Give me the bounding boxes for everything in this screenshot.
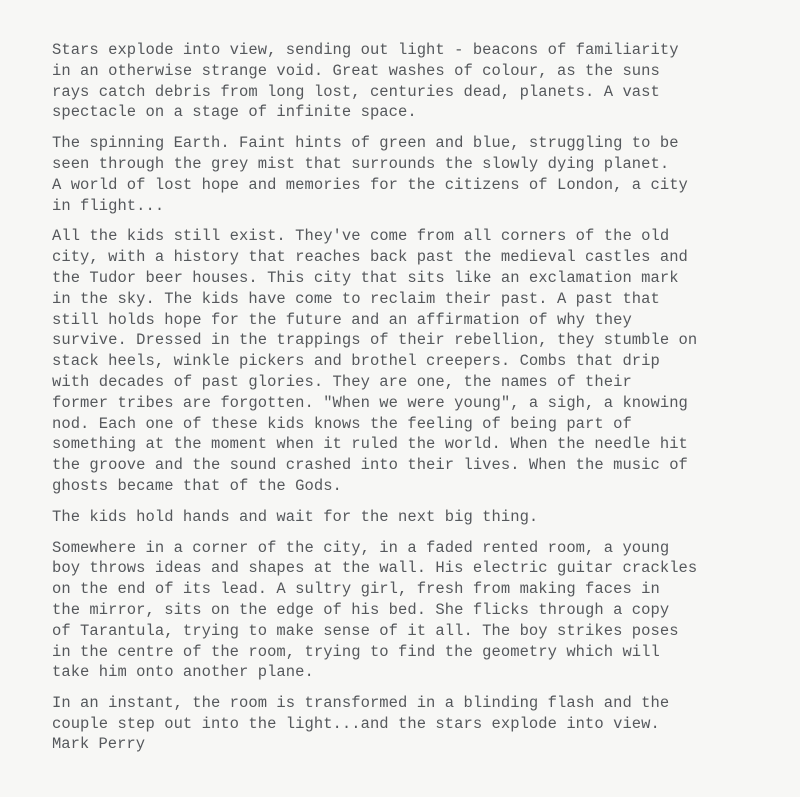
text-line: former tribes are forgotten. "When we were young", a sigh, a knowing [52,393,688,412]
text-line: All the kids still exist. They've come from all corners of the old [52,227,670,246]
text-line: The kids hold hands and wait for the next big thing. [52,507,539,526]
text-line: The spinning Earth. Faint hints of green and blue, struggling to be [52,134,679,153]
paragraph [52,538,787,684]
text-line: stack heels, winkle pickers and brothel creepers. Combs that drip [52,352,660,371]
text-line: the Tudor beer houses. This city that sits like an exclamation mark [52,268,679,287]
text-line: with decades of past glories. They are one, the names of their [52,372,632,391]
text-line: the mirror, sits on the edge of his bed. She flicks through a copy [52,600,670,619]
text-line: on the end of its lead. A sultry girl, fresh from making faces in [52,580,660,599]
text-line: Somewhere in a corner of the city, in a faded rented room, a young [52,538,670,557]
text-line: still holds hope for the future and an affirmation of why they [52,310,632,329]
text-line: the groove and the sound crashed into their lives. When the music of [52,456,688,475]
text-line: In an instant, the room is transformed in a blinding flash and the [52,694,670,713]
text-line: spectacle on a stage of infinite space. [52,103,417,122]
paragraph [52,507,787,528]
text-line: Stars explode into view, sending out light - beacons of familiarity [52,41,679,59]
text-line: A world of lost hope and memories for the citizens of London, a city [52,175,688,194]
paragraph [52,133,787,216]
text-line: in flight... [52,196,165,215]
text-line: take him onto another plane. [52,663,314,682]
text-line: survive. Dressed in the trappings of their rebellion, they stumble on [52,331,698,350]
text-line: of Tarantula, trying to make sense of it all. The boy strikes poses [52,621,679,640]
text-line: nod. Each one of these kids knows the feeling of being part of [52,414,632,433]
text-line: something at the moment when it ruled the world. When the needle hit [52,435,688,454]
text-line: couple step out into the light...and the stars explode into view. [52,714,660,733]
paragraph [52,40,787,123]
text-line: in the sky. The kids have come to reclaim their past. A past that [52,289,660,308]
paragraph [52,693,787,735]
paragraph [52,226,787,496]
text-line: in an otherwise strange void. Great washes of colour, as the suns [52,61,660,80]
text-line: in the centre of the room, trying to find the geometry which will [52,642,660,661]
text-line: boy throws ideas and shapes at the wall. His electric guitar crackles [52,559,698,578]
body-text [52,40,787,745]
text-line: city, with a history that reaches back past the medieval castles and [52,248,688,267]
author-signature: Mark Perry [52,735,146,753]
text-line: seen through the grey mist that surrounds the slowly dying planet. [52,154,670,173]
text-line: ghosts became that of the Gods. [52,476,342,495]
text-line: rays catch debris from long lost, centuries dead, planets. A vast [52,82,660,101]
